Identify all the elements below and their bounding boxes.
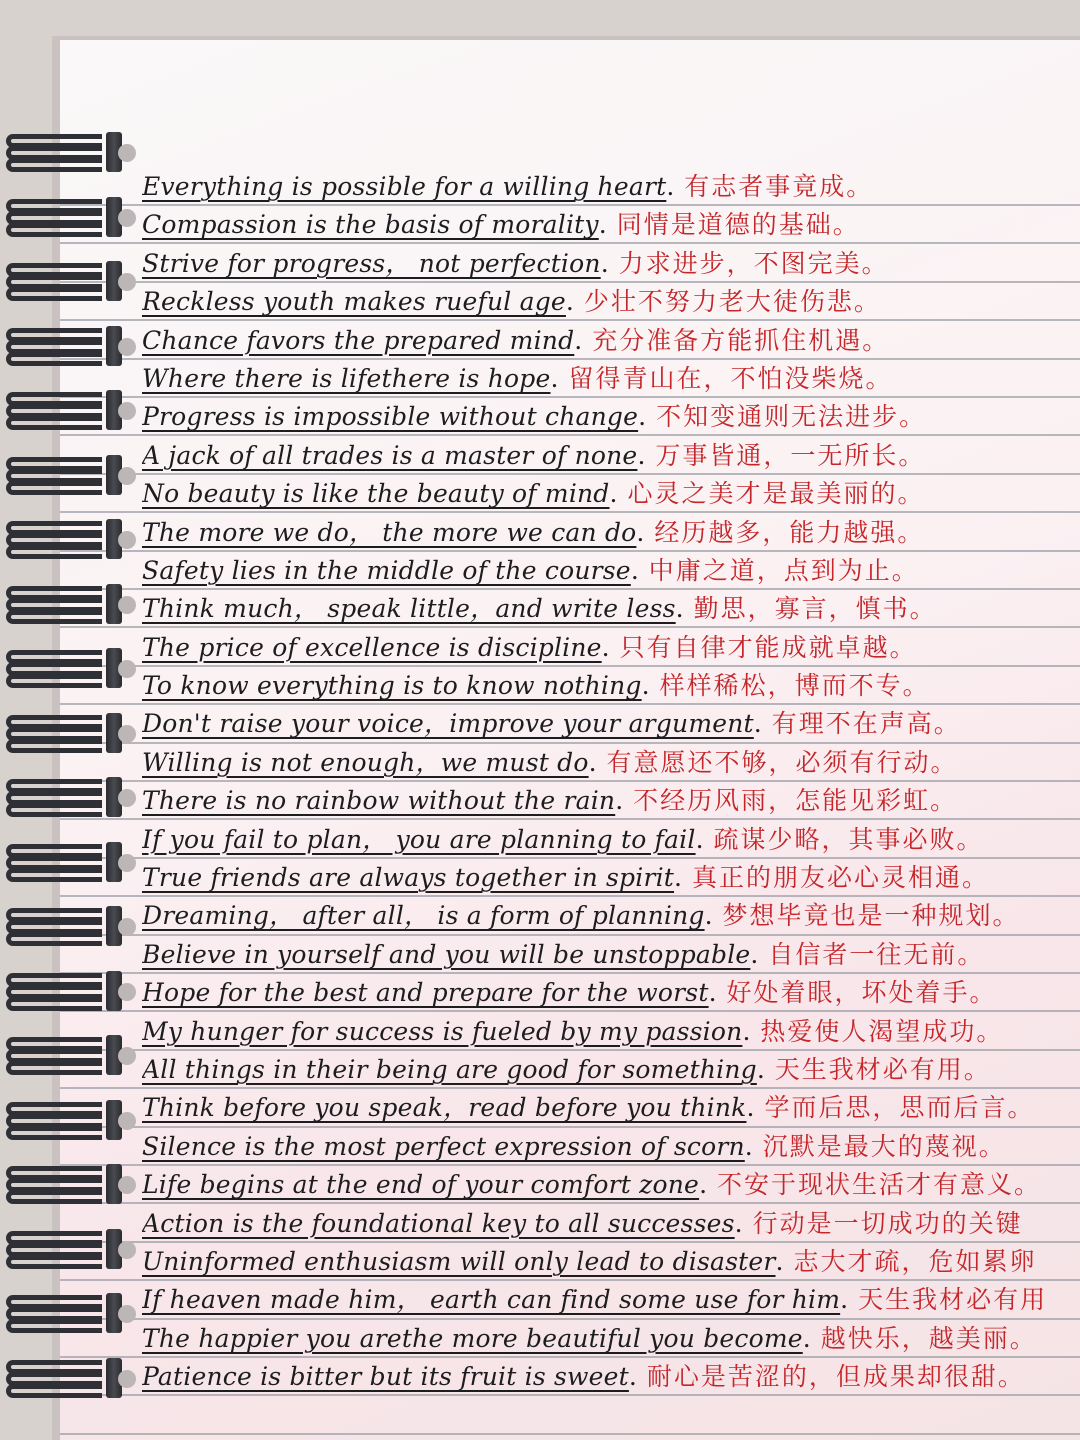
english-phrase: The happier you arethe more beautiful you become xyxy=(142,1323,803,1353)
chinese-translation: 自信者一往无前。 xyxy=(768,939,985,969)
english-phrase: No beauty is like the beauty of mind xyxy=(142,479,610,509)
english-phrase: Think much， speak little，and write less xyxy=(142,594,676,624)
english-phrase: If heaven made him， earth can find some use for him xyxy=(142,1285,841,1315)
english-phrase: Reckless youth makes rueful age xyxy=(142,287,566,317)
list-item: A jack of all trades is a master of none. 万事皆通，一无所长。 xyxy=(142,440,926,470)
english-phrase: Don't raise your voice，improve your argument xyxy=(142,709,754,739)
chinese-translation: 梦想毕竟也是一种规划。 xyxy=(722,901,1020,931)
english-phrase: Compassion is the basis of morality xyxy=(142,210,599,240)
list-item: All things in their being are good for something. 天生我材必有用。 xyxy=(142,1054,991,1084)
spiral-ring xyxy=(6,842,118,882)
list-item: My hunger for success is fueled by my passion. 热爱使人渴望成功。 xyxy=(142,1016,1004,1046)
list-item: The price of excellence is discipline. 只有自律才能成就卓越。 xyxy=(142,632,917,662)
list-item: If heaven made him， earth can find some use for him. 天生我材必有用 xyxy=(142,1285,1048,1315)
list-item: Think much， speak little，and write less. 勤思，寡言，慎书。 xyxy=(142,594,937,624)
english-phrase: Hope for the best and prepare for the worst xyxy=(142,978,709,1008)
list-item: Where there is lifethere is hope. 留得青山在，不怕没柴烧。 xyxy=(142,363,893,393)
spiral-ring xyxy=(6,906,118,946)
list-item: Life begins at the end of your comfort zone. 不安于现状生活才有意义。 xyxy=(142,1170,1042,1200)
english-phrase: Believe in yourself and you will be unstoppable xyxy=(142,939,751,969)
english-phrase: All things in their being are good for something xyxy=(142,1054,757,1084)
chinese-translation: 万事皆通，一无所长。 xyxy=(655,440,926,470)
phrase-list xyxy=(142,168,1072,1397)
english-phrase: Progress is impossible without change xyxy=(142,402,639,432)
chinese-translation: 好处着眼，坏处着手。 xyxy=(726,978,997,1008)
spiral-ring xyxy=(6,1293,118,1333)
list-item: Progress is impossible without change. 不知变通则无法进步。 xyxy=(142,402,927,432)
chinese-translation: 行动是一切成功的关键 xyxy=(752,1208,1023,1238)
chinese-translation: 不安于现状生活才有意义。 xyxy=(717,1170,1042,1200)
english-phrase: True friends are always together in spirit xyxy=(142,863,675,893)
list-item: Action is the foundational key to all successes. 行动是一切成功的关键 xyxy=(142,1208,1023,1238)
ruled-line xyxy=(60,1433,1080,1435)
list-item: Think before you speak，read before you think. 学而后思，思而后言。 xyxy=(142,1093,1035,1123)
spiral-ring xyxy=(6,1035,118,1075)
chinese-translation: 学而后思，思而后言。 xyxy=(764,1093,1035,1123)
chinese-translation: 天生我材必有用。 xyxy=(774,1054,991,1084)
english-phrase: Strive for progress， not perfection xyxy=(142,248,601,278)
english-phrase: My hunger for success is fueled by my passion xyxy=(142,1016,743,1046)
chinese-translation: 沉默是最大的蔑视。 xyxy=(762,1131,1006,1161)
english-phrase: Safety lies in the middle of the course xyxy=(142,555,631,585)
chinese-translation: 充分准备方能抓住机遇。 xyxy=(592,325,890,355)
chinese-translation: 天生我材必有用 xyxy=(858,1285,1048,1315)
list-item: Everything is possible for a willing heart. 有志者事竟成。 xyxy=(142,172,874,201)
chinese-translation: 中庸之道，点到为止。 xyxy=(648,555,919,585)
english-phrase: Everything is possible for a willing heart xyxy=(142,172,667,201)
english-phrase: Silence is the most perfect expression of scorn xyxy=(142,1131,745,1161)
chinese-translation: 留得青山在，不怕没柴烧。 xyxy=(568,363,893,393)
list-item: Compassion is the basis of morality. 同情是道德的基础。 xyxy=(142,210,860,240)
chinese-translation: 有理不在声高。 xyxy=(771,709,961,739)
chinese-translation: 不知变通则无法进步。 xyxy=(656,402,927,432)
list-item: Safety lies in the middle of the course. 中庸之道，点到为止。 xyxy=(142,555,919,585)
spiral-ring xyxy=(6,1229,118,1269)
list-item: Reckless youth makes rueful age. 少壮不努力老大徒伤悲。 xyxy=(142,287,881,317)
spiral-ring xyxy=(6,1100,118,1140)
chinese-translation: 有志者事竟成。 xyxy=(684,172,874,201)
chinese-translation: 越快乐，越美丽。 xyxy=(820,1323,1037,1353)
list-item: Strive for progress， not perfection. 力求进步，不图完美。 xyxy=(142,248,889,278)
chinese-translation: 经历越多，能力越强。 xyxy=(654,517,925,547)
spiral-ring xyxy=(6,648,118,688)
spiral-ring xyxy=(6,584,118,624)
chinese-translation: 热爱使人渴望成功。 xyxy=(760,1016,1004,1046)
english-phrase: Willing is not enough，we must do xyxy=(142,747,589,777)
list-item: Don't raise your voice，improve your argument. 有理不在声高。 xyxy=(142,709,961,739)
list-item: Dreaming， after all， is a form of planning. 梦想毕竟也是一种规划。 xyxy=(142,901,1020,931)
spiral-binding xyxy=(0,0,140,1440)
spiral-ring xyxy=(6,1164,118,1204)
chinese-translation: 志大才疏，危如累卵 xyxy=(793,1246,1037,1276)
english-phrase: Life begins at the end of your comfort zone xyxy=(142,1170,700,1200)
spiral-ring xyxy=(6,261,118,301)
list-item: Chance favors the prepared mind. 充分准备方能抓住机遇。 xyxy=(142,325,890,355)
english-phrase: Uninformed enthusiasm will only lead to disaster xyxy=(142,1246,776,1276)
list-item: Uninformed enthusiasm will only lead to disaster. 志大才疏，危如累卵 xyxy=(142,1246,1037,1276)
list-item: Willing is not enough，we must do. 有意愿还不够，必须有行动。 xyxy=(142,747,958,777)
list-item: The more we do， the more we can do. 经历越多，能力越强。 xyxy=(142,517,925,547)
chinese-translation: 心灵之美才是最美丽的。 xyxy=(627,479,925,509)
chinese-translation: 力求进步，不图完美。 xyxy=(618,248,889,278)
english-phrase: A jack of all trades is a master of none xyxy=(142,440,638,470)
list-item: Hope for the best and prepare for the worst. 好处着眼，坏处着手。 xyxy=(142,978,997,1008)
spiral-ring xyxy=(6,519,118,559)
english-phrase: Action is the foundational key to all successes xyxy=(142,1208,735,1238)
list-item: True friends are always together in spirit. 真正的朋友必心灵相通。 xyxy=(142,863,990,893)
english-phrase: The more we do， the more we can do xyxy=(142,517,637,547)
chinese-translation: 耐心是苦涩的，但成果却很甜。 xyxy=(646,1362,1025,1392)
english-phrase: There is no rainbow without the rain xyxy=(142,786,616,816)
list-item: There is no rainbow without the rain. 不经历风雨，怎能见彩虹。 xyxy=(142,786,958,816)
list-item: No beauty is like the beauty of mind. 心灵之美才是最美丽的。 xyxy=(142,479,925,509)
english-phrase: Dreaming， after all， is a form of planning xyxy=(142,901,705,931)
spiral-ring xyxy=(6,197,118,237)
english-phrase: If you fail to plan， you are planning to fail xyxy=(142,824,696,854)
english-phrase: To know everything is to know nothing xyxy=(142,671,642,701)
list-item: Believe in yourself and you will be unstoppable. 自信者一往无前。 xyxy=(142,939,985,969)
list-item: If you fail to plan， you are planning to fail. 疏谋少略，其事必败。 xyxy=(142,824,984,854)
chinese-translation: 样样稀松，博而不专。 xyxy=(659,671,930,701)
chinese-translation: 少壮不努力老大徒伤悲。 xyxy=(583,287,881,317)
spiral-ring xyxy=(6,390,118,430)
list-item: Silence is the most perfect expression of scorn. 沉默是最大的蔑视。 xyxy=(142,1131,1006,1161)
chinese-translation: 只有自律才能成就卓越。 xyxy=(619,632,917,662)
spiral-ring xyxy=(6,455,118,495)
list-item: To know everything is to know nothing. 样样稀松，博而不专。 xyxy=(142,671,930,701)
english-phrase: Think before you speak，read before you think xyxy=(142,1093,747,1123)
spiral-ring xyxy=(6,713,118,753)
english-phrase: Where there is lifethere is hope xyxy=(142,363,551,393)
spiral-ring xyxy=(6,971,118,1011)
chinese-translation: 同情是道德的基础。 xyxy=(616,210,860,240)
chinese-translation: 真正的朋友必心灵相通。 xyxy=(692,863,990,893)
english-phrase: Chance favors the prepared mind xyxy=(142,325,575,355)
english-phrase: The price of excellence is discipline xyxy=(142,632,602,662)
chinese-translation: 勤思，寡言，慎书。 xyxy=(693,594,937,624)
chinese-translation: 不经历风雨，怎能见彩虹。 xyxy=(633,786,958,816)
chinese-translation: 有意愿还不够，必须有行动。 xyxy=(606,747,958,777)
list-item: The happier you arethe more beautiful you become. 越快乐，越美丽。 xyxy=(142,1323,1037,1353)
list-item: Patience is bitter but its fruit is sweet. 耐心是苦涩的，但成果却很甜。 xyxy=(142,1362,1025,1392)
spiral-ring xyxy=(6,326,118,366)
spiral-ring xyxy=(6,1358,118,1398)
spiral-ring xyxy=(6,777,118,817)
chinese-translation: 疏谋少略，其事必败。 xyxy=(713,824,984,854)
english-phrase: Patience is bitter but its fruit is sweet xyxy=(142,1362,629,1392)
spiral-ring xyxy=(6,132,118,172)
